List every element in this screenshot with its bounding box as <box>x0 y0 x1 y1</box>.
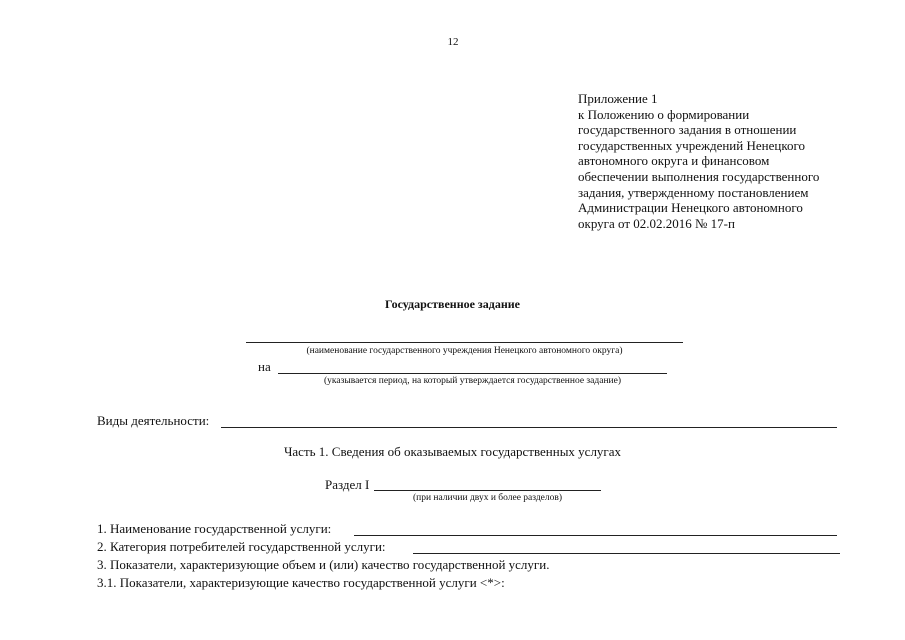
consumer-category-field[interactable] <box>413 553 840 554</box>
institution-caption: (наименование государственного учреждения Ненецкого автономного округа) <box>306 346 623 356</box>
indicators-heading: 3. Показатели, характеризующие объем и (или) качество государственной услуги. <box>97 557 550 572</box>
appendix-line: округа от 02.02.2016 № 17-п <box>578 215 735 231</box>
section-label: Раздел I <box>325 477 370 492</box>
appendix-line: к Положению о формировании <box>578 106 750 122</box>
section-field[interactable] <box>374 490 601 491</box>
section-caption: (при наличии двух и более разделов) <box>412 493 563 503</box>
period-caption: (указывается период, на который утверждается государственное задание) <box>323 376 621 386</box>
appendix-line: государственного задания в отношении <box>578 122 797 138</box>
appendix-line: автономного округа и финансовом <box>578 153 770 169</box>
appendix-line: задания, утвержденному постановлением <box>578 184 809 200</box>
consumer-category-label: 2. Категория потребителей государственной услуги: <box>97 539 386 554</box>
service-name-label: 1. Наименование государственной услуги: <box>97 521 332 536</box>
service-name-field[interactable] <box>354 535 837 536</box>
appendix-line: Приложение 1 <box>578 91 658 106</box>
appendix-line: Администрации Ненецкого автономного <box>578 200 803 216</box>
quality-indicators-heading: 3.1. Показатели, характеризующие качество государственной услуги <*>: <box>97 575 505 590</box>
period-field[interactable] <box>278 373 667 374</box>
activities-label: Виды деятельности: <box>97 413 210 428</box>
appendix-block <box>578 91 819 231</box>
page-number: 12 <box>447 36 459 48</box>
appendix-line: обеспечении выполнения государственного <box>578 168 820 184</box>
institution-name-field[interactable] <box>246 342 683 343</box>
part-heading: Часть 1. Сведения об оказываемых государственных услугах <box>283 444 622 459</box>
document-title: Государственное задание <box>385 297 520 311</box>
activities-field[interactable] <box>221 427 837 428</box>
appendix-line: государственных учреждений Ненецкого <box>578 137 805 153</box>
period-prefix: на <box>258 359 271 374</box>
